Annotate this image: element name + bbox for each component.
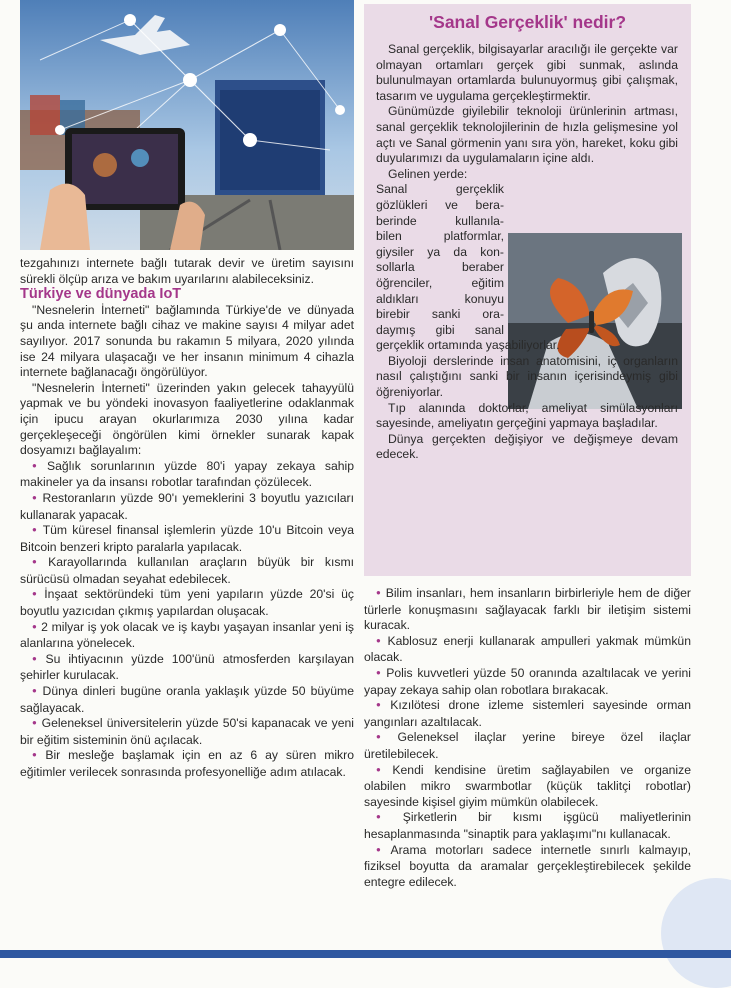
vr-paragraph-line: öğrenciler, eğitim (376, 275, 504, 290)
vr-paragraph-line: Gelinen yerde: (388, 166, 468, 181)
left-column (20, 256, 354, 781)
vr-paragraph: Tıp alanında doktorlar, ameliyat simülasyonları sayesinde, ameliyatın gerçeğini yapmaya başladılar. (376, 400, 678, 431)
list-item: ● Bilim insanları, hem insanların birbirleriyle hem de diğer türlerle konuşmasını sağlayacak farklı bir iletişim sistemi kuracak. (364, 586, 691, 634)
section-heading: Türkiye ve dünyada IoT (20, 286, 182, 303)
vr-paragraph-line: bilen platformlar, (376, 229, 504, 244)
iot-illustration (20, 0, 354, 250)
list-item: ● Kablosuz enerji kullanarak ampulleri yakmak mümkün olacak. (364, 634, 691, 666)
list-item: ● Tüm küresel finansal işlemlerin yüzde 10'u Bitcoin veya Bitcoin benzeri kripto paralarla yapılacak. (20, 523, 354, 555)
list-item: ● 2 milyar iş yok olacak ve iş kaybı yaşayan insanlar yeni iş alanlarına yönelecek. (20, 620, 354, 652)
vr-paragraph: gerçeklik ortamında yaşabiliyorlar. (376, 338, 560, 353)
vr-paragraph: Dünya gerçekten değişiyor ve değişmeye devam edecek. (376, 431, 678, 462)
list-item: ● Arama motorları sadece internetle sınırlı kalmayıp, fiziksel boyutta da aramalar gerçekleştirebilecek şekilde entegre edilecek. (364, 843, 691, 891)
vr-paragraph-line: berinde kullanıla- (376, 213, 504, 228)
list-item: ● Su ihtiyacının yüzde 100'ünü atmosferden karşılayan şehirler kurulacak. (20, 652, 354, 684)
vr-paragraph: Biyoloji derslerinde insan anatomisini, iç organların nasıl çalıştığını sanki bir insanın içerisindeymiş gibi öğreniyorlar. (376, 353, 678, 400)
list-item: ● Restoranların yüzde 90'ı yemeklerini 3 boyutlu yazıcıları kullanarak yapacak. (20, 491, 354, 523)
list-item: ● Dünya dinleri bugüne oranla yaklaşık yüzde 50 büyüme sağlayacak. (20, 684, 354, 716)
paragraph: "Nesnelerin İnterneti" bağlamında Türkiye'de ve dünyada şu anda internete bağlı cihaz ve makine sayısı 4 milyar adet sayılıyor. 2017 sonunda bu rakamın 5 milyara, 2020 yılında ise 24 milyara ulaşacağı ve her insanın minimum 4 cihazla internete bağlanacağı öngörülüyor. (20, 302, 354, 380)
list-item: ● İnşaat sektöründeki tüm yeni yapıların yüzde 20'si üç boyutlu yazıcıdan çıkmış yapılardan oluşacak. (20, 587, 354, 619)
vr-paragraph-line: sollarla beraber (376, 260, 504, 275)
list-item: ● Sağlık sorunlarının yüzde 80'i yapay zekaya sahip makineler ya da insansı robotlar tarafından çözülecek. (20, 459, 354, 491)
intro-paragraph: tezgahınızı internete bağlı tutarak devir ve üretim sayısını sürekli ölçüp arıza ve bakım uyarılarını alabileceksiniz. (20, 256, 354, 286)
list-item: ● Şirketlerin bir kısmı işgücü maliyetlerinin hesaplanmasında "sinaptik para yaklaşımı"nı kullanacak. (364, 810, 691, 842)
list-item: ● Kendi kendisine üretim sağlayabilen ve organize olabilen mikro swarmbotlar (küçük taklitçi robotlar) sayesinde kişisel giyim mümkün olabilecek. (364, 763, 691, 811)
list-item: ● Geleneksel üniversitelerin yüzde 50'si kapanacak ve yeni bir eğitim sisteminin önü açılacak. (20, 716, 354, 748)
right-column (364, 586, 691, 890)
list-item: ● Kızılötesi drone izleme sistemleri sayesinde orman yangınları azaltılacak. (364, 698, 691, 730)
vr-box-title: 'Sanal Gerçeklik' nedir? (428, 12, 627, 32)
vr-paragraph-line: gözlükleri ve bera- (376, 197, 504, 212)
decorative-corner-circle (661, 878, 731, 988)
vr-paragraph: Sanal gerçeklik, bilgisayarlar aracılığı ile gerçekte var olmayan ortamları gerçek gibi sunmak, aslında bulunulmayan ortamlarda bulunuyormuş gibi çalışmak, tasarım ve uygulama gerçekleştirmektir. (376, 42, 678, 103)
vr-paragraph-line: giysiler ya da kon- (376, 244, 504, 259)
list-item: ● Bir mesleğe başlamak için en az 6 ay süren mikro eğitimler verilecek sonrasında profesyonelliğe adım atılacak. (20, 748, 354, 780)
vr-paragraph-line: daymış gibi sanal (376, 322, 504, 337)
bottom-blue-bar (0, 950, 731, 958)
list-item: ● Geleneksel ilaçlar yerine bireye özel ilaçlar üretilebilecek. (364, 730, 691, 762)
vr-box-text (376, 42, 678, 463)
vr-paragraph-line: aldıkları konuyu (376, 291, 504, 306)
vr-paragraph-line: Sanal gerçeklik (376, 182, 504, 197)
vr-paragraph: Günümüzde giyilebilir teknoloji ürünlerinin artması, sanal gerçeklik teknolojilerinin de hızla gelişmesine yol açtı ve Sanal görmenin yanı sıra yön, hareket, koku gibi duyularımızı da uygulamaların içine aldı. (376, 104, 678, 166)
list-item: ● Karayollarında kullanılan araçların büyük bir kısmı sürücüsü olmadan seyahat edebilecek. (20, 555, 354, 587)
vr-paragraph-line: birebir sanki ora- (376, 307, 504, 322)
list-item: ● Polis kuvvetleri yüzde 50 oranında azaltılacak ve yerini yapay zekaya sahip olan robotlara bırakacak. (364, 666, 691, 698)
paragraph: "Nesnelerin İnterneti" üzerinden yakın gelecek tahayyülü yapmak ve bu yöndeki inovasyon faaliyetlerine odaklanmak için ipucu arayan okurlarımıza 2030 yılına kadar gerçekleşeceği öngörülen kimi örnekler sunarak kapak dosyamızı bağlayalım: (20, 380, 354, 458)
